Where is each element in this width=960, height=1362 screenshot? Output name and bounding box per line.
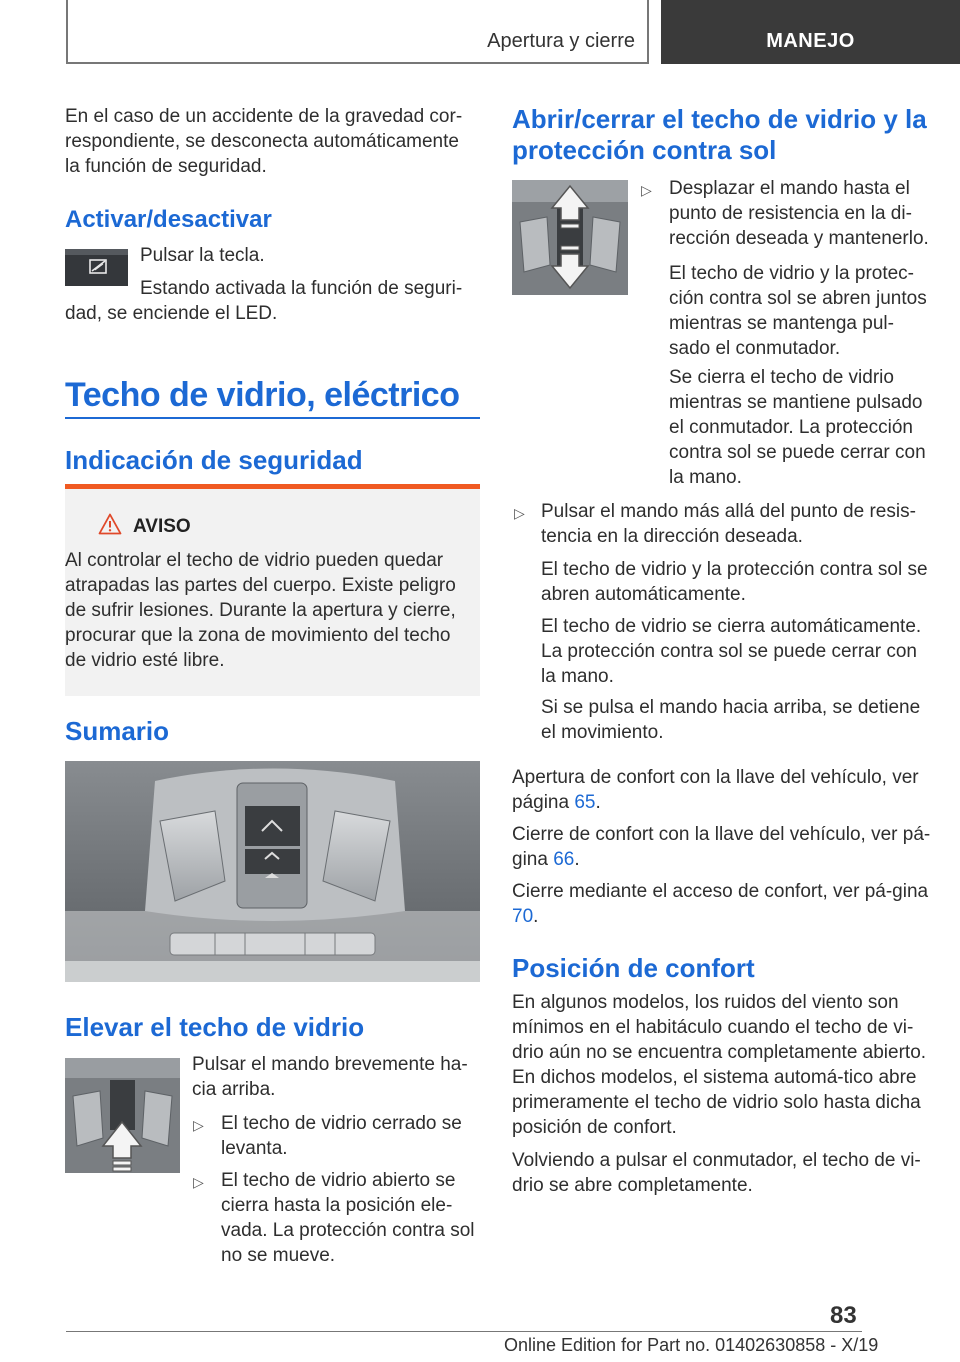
abrir-heading: Abrir/cerrar el techo de vidrio y la protección contra sol [512,104,927,165]
elevar-instruction: Pulsar el mando brevemente ha-cia arriba. [192,1054,468,1100]
overview-image [65,761,480,982]
intro-paragraph: En el caso de un accidente de la gravedad cor-respondiente, se desconecta automáticamente la función de seguridad. [65,106,463,177]
confort-paragraph-1: En algunos modelos, los ruidos del viento son mínimos en el habitáculo cuando el techo de vi-drio aún no se encuentra completamente abierto. En dichos modelos, el sistema automá-tico abre primeramente el techo de vidrio solo hasta dicha posición de confort. [512,992,927,1138]
seguridad-heading: Indicación de seguridad [65,445,363,475]
activar-press-key: Pulsar la tecla. [140,245,265,266]
abrir-image [512,180,628,295]
sumario-heading: Sumario [65,716,170,746]
page-link-65[interactable]: 65 [574,792,596,813]
elevar-image [65,1058,180,1173]
bullet-icon: ▷ [514,505,525,521]
header-chapter-title: MANEJO [766,30,855,52]
page-title: Techo de vidrio, eléctrico [65,376,460,414]
warning-title: AVISO [133,516,191,537]
warning-box [65,484,480,696]
warning-text: Al controlar el techo de vidrio pueden quedar atrapadas las partes del cuerpo. Existe peligro de sufrir lesiones. Durante la apertura y cierre, procurar que la zona de movimiento del techo de vidrio esté libre. [65,550,456,671]
header-section-title: Apertura y cierre [487,30,635,52]
abrir-hold-close: Se cierra el techo de vidrio mientras se mantiene pulsado el conmutador. La protección contra sol se puede cerrar con la mano. [669,367,926,488]
page-link-70[interactable]: 70 [512,906,534,927]
header-chapter-tab [661,0,960,64]
elevar-bullet-closed: El techo de vidrio cerrado se levanta. [221,1113,462,1159]
page-link-66[interactable]: 66 [553,849,575,870]
header-section-tab [66,0,649,64]
footer-divider [66,1331,862,1332]
abrir-bullet-auto: Pulsar el mando más allá del punto de resis-tencia en la dirección deseada. [541,501,916,547]
abrir-hold-open: El techo de vidrio y la protec-ción contra sol se abren juntos mientras se mantenga pul-sado el conmutador. [669,263,927,359]
abrir-bullet-hold: Desplazar el mando hasta el punto de resistencia en la di-rección deseada y mantenerlo. [669,178,929,249]
bullet-icon: ▷ [641,182,652,198]
activar-heading: Activar/desactivar [65,206,272,233]
abrir-stop: Si se pulsa el mando hacia arriba, se detiene el movimiento. [541,697,921,743]
warning-icon [98,513,122,535]
bullet-icon: ▷ [193,1117,204,1133]
bullet-icon: ▷ [193,1174,204,1190]
confort-paragraph-2: Volviendo a pulsar el conmutador, el techo de vi-drio se abre completamente. [512,1150,921,1196]
activar-led-text: Estando activada la función de seguri-dad, se enciende el LED. [65,278,463,324]
ref-confort-open: Apertura de confort con la llave del vehículo, ver página 65. [512,767,919,813]
elevar-heading: Elevar el techo de vidrio [65,1012,365,1042]
title-underline [65,417,480,419]
ref-comfort-access: Cierre mediante el acceso de confort, ver pá-gina 70. [512,881,929,927]
confort-heading: Posición de confort [512,953,755,983]
elevar-bullet-open: El techo de vidrio abierto se cierra hasta la posición ele-vada. La protección contra sol no se mueve. [221,1170,475,1266]
page-number: 83 [830,1302,857,1329]
footer-edition: Online Edition for Part no. 01402630858 - X/19 [504,1335,879,1355]
abrir-auto-close: El techo de vidrio se cierra automáticamente. La protección contra sol se puede cerrar con la mano. [541,616,922,687]
abrir-auto-open: El techo de vidrio y la protección contra sol se abren automáticamente. [541,559,928,605]
ref-confort-close: Cierre de confort con la llave del vehículo, ver pá-gina 66. [512,824,931,870]
